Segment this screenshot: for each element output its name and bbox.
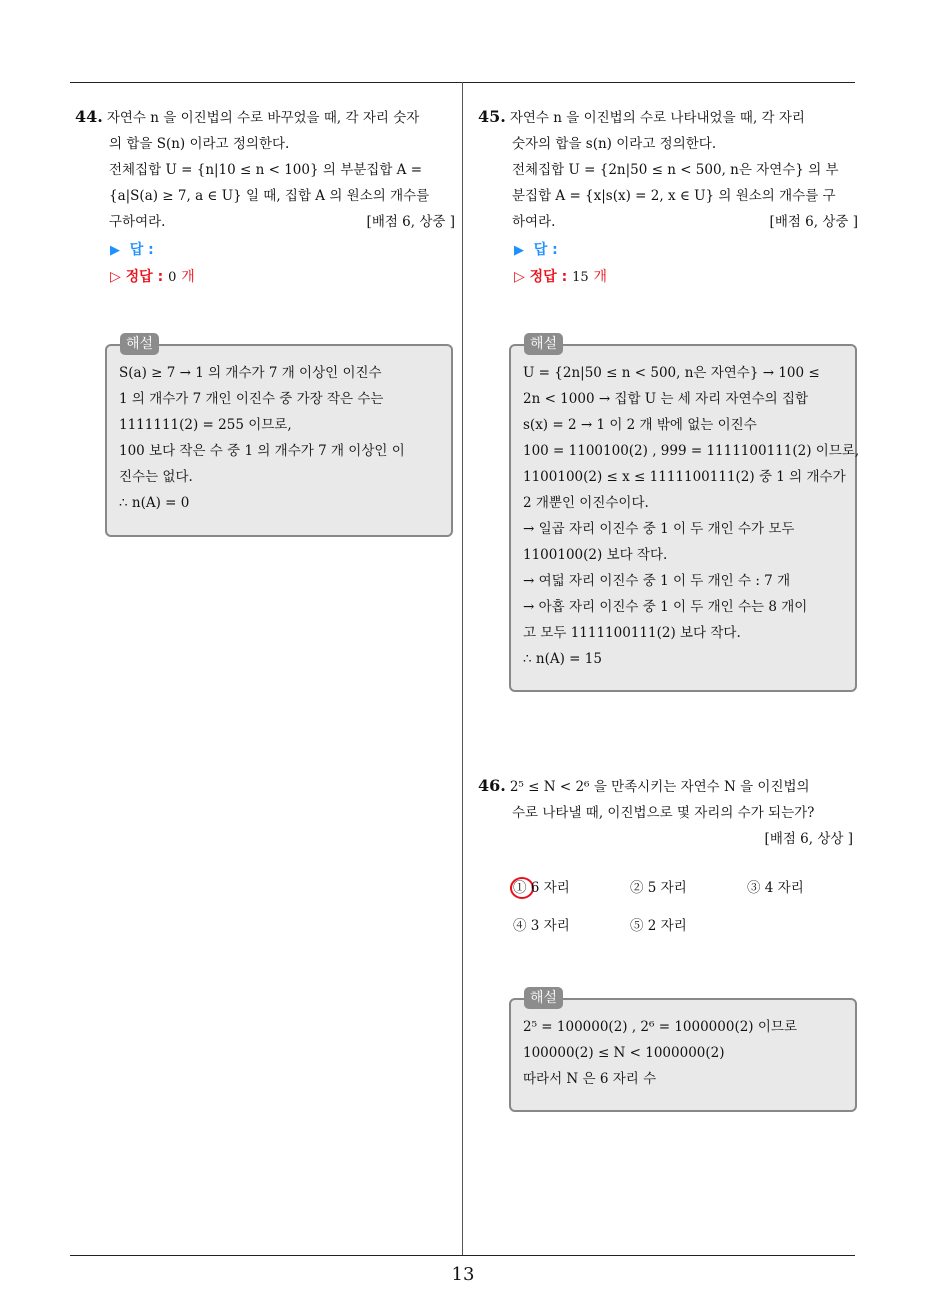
choice-4[interactable]: ④ 3 자리	[513, 918, 570, 934]
problem-text-line: 전체집합 U = {n|10 ≤ n < 100} 의 부분집합 A =	[109, 162, 423, 178]
problem-44	[75, 104, 455, 235]
choice-5[interactable]: ⑤ 2 자리	[630, 918, 687, 934]
points-label: [배점 6, 상상 ]	[764, 831, 853, 847]
problem-number: 45.	[478, 107, 506, 126]
answer-label: 답 :	[129, 242, 154, 258]
correct-value: 15	[572, 270, 589, 285]
solution-line: 진수는 없다.	[119, 469, 193, 485]
solution-line: 100000(2) ≤ N < 1000000(2)	[523, 1045, 725, 1061]
solution-line: 1111111(2) = 255 이므로,	[119, 417, 292, 433]
problem-text-line: 구하여라.	[109, 214, 166, 230]
solution-box-45	[509, 344, 860, 692]
correct-unit: 개	[181, 269, 195, 285]
solution-line: 고 모두 1111100111(2) 보다 작다.	[523, 625, 741, 641]
answer-area-45	[514, 237, 607, 291]
solution-tag: 해설	[120, 333, 159, 355]
answer-triangle-icon: ▶	[110, 243, 120, 258]
page-number: 13	[451, 1264, 475, 1285]
solution-line: → 아홉 자리 이진수 중 1 이 두 개인 수는 8 개이	[523, 599, 808, 615]
column-divider	[462, 82, 463, 1255]
problem-text-line: 수로 나타낼 때, 이진법으로 몇 자리의 수가 되는가?	[512, 805, 815, 821]
solution-line: 따라서 N 은 6 자리 수	[523, 1071, 657, 1087]
solution-line: ∴ n(A) = 0	[119, 495, 190, 511]
solution-line: 100 = 1100100(2) , 999 = 1111100111(2) 이므로,	[523, 443, 860, 459]
problem-text-line: 하여라.	[512, 214, 556, 230]
solution-line: U = {2n|50 ≤ n < 500, n은 자연수} → 100 ≤	[523, 365, 820, 381]
correct-value: 0	[168, 270, 177, 285]
correct-triangle-icon: ▷	[110, 269, 121, 285]
solution-line: 1100100(2) ≤ x ≤ 1111100111(2) 중 1 의 개수가	[523, 469, 846, 485]
problem-46	[478, 773, 858, 852]
answer-area-44	[110, 237, 195, 291]
correct-triangle-icon: ▷	[514, 269, 525, 285]
solution-line: S(a) ≥ 7 → 1 의 개수가 7 개 이상인 이진수	[119, 365, 382, 381]
problem-text-line: 분집합 A = {x|s(x) = 2, x ∈ U} 의 원소의 개수를 구	[512, 188, 836, 204]
solution-line: → 일곱 자리 이진수 중 1 이 두 개인 수가 모두	[523, 521, 795, 537]
points-label: [배점 6, 상중 ]	[769, 214, 858, 230]
problem-text-line: 자연수 n 을 이진법의 수로 바꾸었을 때, 각 자리 숫자	[106, 110, 420, 126]
solution-box-46	[509, 998, 857, 1112]
problem-text-line: 자연수 n 을 이진법의 수로 나타내었을 때, 각 자리	[509, 110, 805, 126]
solution-tag: 해설	[524, 987, 563, 1009]
correct-label: 정답 :	[125, 269, 164, 285]
problem-text-line: {a|S(a) ≥ 7, a ∈ U} 일 때, 집합 A 의 원소의 개수를	[109, 188, 430, 204]
choice-1[interactable]: ① 6 자리	[513, 880, 570, 896]
problem-text-line: 의 합을 S(n) 이라고 정의한다.	[109, 136, 290, 152]
solution-tag: 해설	[524, 333, 563, 355]
solution-line: 100 보다 작은 수 중 1 의 개수가 7 개 이상인 이	[119, 443, 405, 459]
bottom-rule	[70, 1255, 855, 1256]
choice-3[interactable]: ③ 4 자리	[747, 880, 804, 896]
problem-text-line: 숫자의 합을 s(n) 이라고 정의한다.	[512, 136, 717, 152]
problem-text-line: 전체집합 U = {2n|50 ≤ n < 500, n은 자연수} 의 부	[512, 162, 839, 178]
choice-2[interactable]: ② 5 자리	[630, 880, 687, 896]
correct-label: 정답 :	[529, 269, 568, 285]
solution-line: → 여덟 자리 이진수 중 1 이 두 개인 수 : 7 개	[523, 573, 791, 589]
solution-line: 2⁵ = 100000(2) , 2⁶ = 1000000(2) 이므로	[523, 1019, 797, 1035]
choices-46	[513, 878, 853, 938]
points-label: [배점 6, 상중 ]	[366, 214, 455, 230]
solution-line: 2 개뿐인 이진수이다.	[523, 495, 649, 511]
solution-line: 1100100(2) 보다 작다.	[523, 547, 668, 563]
solution-line: s(x) = 2 → 1 이 2 개 밖에 없는 이진수	[523, 417, 757, 433]
correct-unit: 개	[593, 269, 608, 285]
problem-45	[478, 104, 858, 235]
answer-label: 답 :	[533, 242, 558, 258]
problem-number: 44.	[75, 107, 103, 126]
solution-line: 2n < 1000 → 집합 U 는 세 자리 자연수의 집합	[523, 391, 809, 407]
solution-box-44	[105, 344, 453, 537]
problem-number: 46.	[478, 776, 506, 795]
problem-text-line: 2⁵ ≤ N < 2⁶ 을 만족시키는 자연수 N 을 이진법의	[509, 779, 810, 795]
answer-triangle-icon: ▶	[514, 243, 524, 258]
solution-line: ∴ n(A) = 15	[523, 651, 602, 667]
solution-line: 1 의 개수가 7 개인 이진수 중 가장 작은 수는	[119, 391, 384, 407]
